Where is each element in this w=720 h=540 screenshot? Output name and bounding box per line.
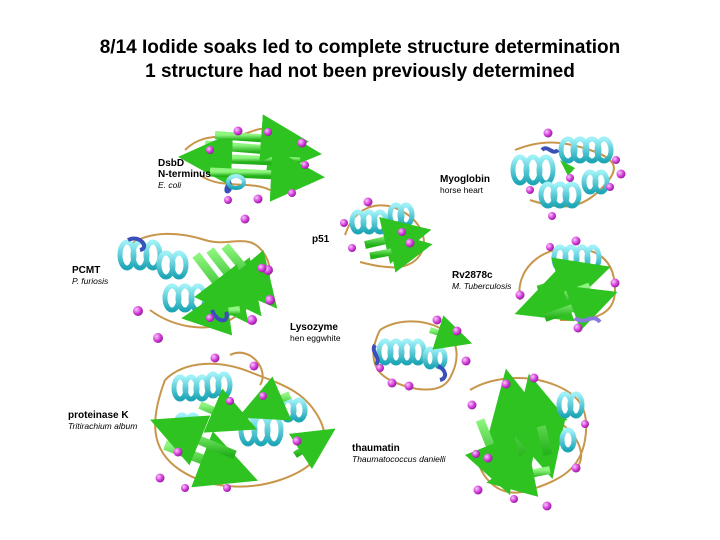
pcmt-name: PCMT	[72, 265, 101, 276]
label-myoglobin	[440, 174, 490, 196]
structure-thaumatin	[468, 374, 590, 511]
dsbd-name-2: N-terminus	[158, 169, 211, 180]
dsbd-organism: E. coli	[158, 180, 182, 190]
lysozyme-organism: hen eggwhite	[290, 333, 341, 343]
title-line-1: 8/14 Iodide soaks led to complete structure determination	[99, 37, 621, 58]
title-line-2: 1 structure had not been previously determined	[145, 61, 575, 82]
thaumatin-organism: Thaumatococcus danielli	[352, 454, 446, 464]
label-thaumatin	[352, 443, 446, 465]
p51-name: p51	[312, 234, 330, 245]
dsbd-name-1: DsbD	[158, 158, 185, 169]
label-p51	[312, 234, 329, 245]
rv2878c-organism: M. Tuberculosis	[452, 281, 512, 291]
label-lysozyme	[290, 322, 341, 344]
label-rv2878c	[452, 270, 511, 292]
structure-myoglobin	[513, 129, 626, 221]
myoglobin-organism: horse heart	[440, 185, 483, 195]
proteinase-k-organism: Tritirachium album	[68, 421, 138, 431]
label-proteinase-k	[68, 410, 137, 432]
myoglobin-name: Myoglobin	[440, 174, 490, 185]
proteinase-k-name: proteinase K	[68, 410, 129, 421]
structure-p51	[340, 198, 424, 268]
label-pcmt	[72, 265, 108, 287]
lysozyme-name: Lysozyme	[290, 322, 338, 333]
structure-lysozyme	[373, 316, 470, 391]
pcmt-organism: P. furiosis	[72, 276, 109, 286]
rv2878c-name: Rv2878c	[452, 270, 493, 281]
structure-proteinase-k	[155, 353, 324, 492]
structure-rv2878c	[516, 237, 620, 333]
thaumatin-name: thaumatin	[352, 443, 400, 454]
label-dsbd	[158, 158, 211, 191]
structure-pcmt	[120, 215, 275, 344]
